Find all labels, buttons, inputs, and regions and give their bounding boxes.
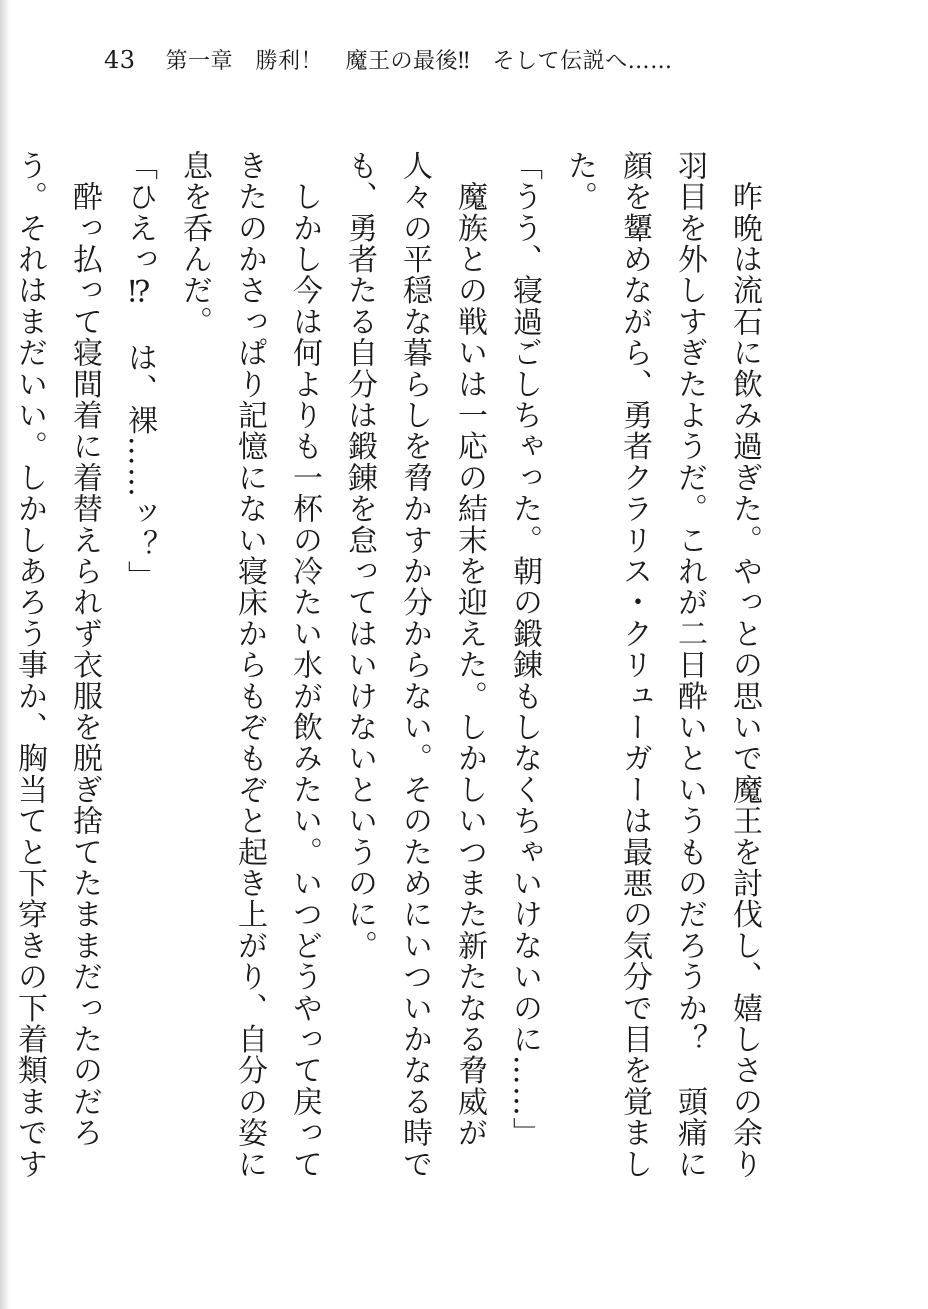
paragraph: 昨晩は流石に飲み過ぎた。やっとの思いで魔王を討伐し、嬉しさの余り羽目を外しすぎたようだ。これが二日酔いというものだろうか？ 頭痛に顔を顰めながら、勇者クラリス・クリューガーは最悪の気分で目を覚ました。 [562, 150, 762, 1180]
running-header [104, 44, 673, 75]
paragraph: 「うう、寝過ごしちゃった。朝の鍛錬もしなくちゃいけないのに……」 [507, 150, 542, 1149]
page-number: 43 [104, 46, 136, 74]
paragraph: 「ひえっ⁉ は、裸……ッ？」 [122, 150, 157, 592]
vertical-body-text [12, 150, 772, 1200]
paragraph: しかし今は何よりも一杯の冷たい水が飲みたい。いつどうやって戻ってきたのかさっぱり記憶にない寝床からもぞもぞと起き上がり、自分の姿に息を呑んだ。 [177, 150, 322, 1180]
paragraph: 魔族との戦いは一応の結末を迎えた。しかしいつまた新たなる脅威が人々の平穏な暮らしを脅かすか分からない。そのためにいついかなる時でも、勇者たる自分は鍛錬を怠ってはいけないというのに。 [342, 150, 487, 1180]
paragraph: 酔っ払って寝間着に着替えられず衣服を脱ぎ捨てたままだったのだろう。それはまだいい。しかしあろう事か、胸当てと下穿きの下着類まです [12, 150, 102, 1180]
running-title: 第一章 勝利！ 魔王の最後‼ そして伝説へ…… [165, 49, 673, 74]
